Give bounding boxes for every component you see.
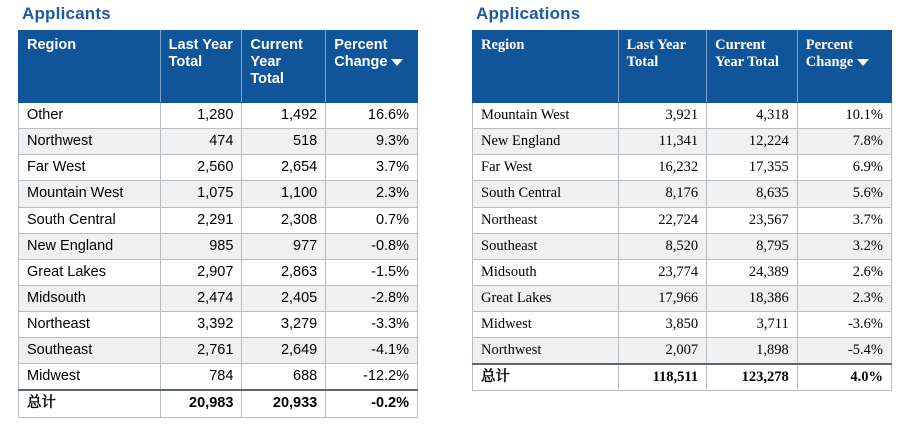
cell-last-year-total: 1,280 (160, 103, 242, 129)
cell-last-year-total: 2,560 (160, 155, 242, 181)
cell-last-year-total: 3,850 (618, 312, 706, 338)
cell-last-year-total: 8,520 (618, 233, 706, 259)
table-row (473, 312, 892, 338)
table-row (19, 233, 418, 259)
applications-table (472, 30, 892, 391)
cell-last-year-total: 8,176 (618, 181, 706, 207)
cell-percent-change: 2.3% (326, 181, 418, 207)
table-total-row (473, 364, 892, 391)
cell-current-year-total: 2,405 (242, 285, 326, 311)
cell-region: Far West (473, 155, 619, 181)
cell-percent-change: 9.3% (326, 129, 418, 155)
cell-total-current-year: 123,278 (707, 364, 798, 391)
cell-current-year-total: 18,386 (707, 285, 798, 311)
table-row (19, 285, 418, 311)
table-row (19, 312, 418, 338)
cell-current-year-total: 3,279 (242, 312, 326, 338)
header-row (19, 31, 418, 103)
column-header-last-year-total[interactable]: Last Year Total (618, 31, 706, 103)
cell-current-year-total: 977 (242, 233, 326, 259)
column-header-last-year-total[interactable]: Last Year Total (160, 31, 242, 103)
cell-percent-change: 0.7% (326, 207, 418, 233)
cell-current-year-total: 3,711 (707, 312, 798, 338)
cell-percent-change: 3.7% (797, 207, 891, 233)
cell-last-year-total: 2,291 (160, 207, 242, 233)
cell-region: Midwest (473, 312, 619, 338)
table-row (19, 129, 418, 155)
cell-percent-change: 3.2% (797, 233, 891, 259)
cell-percent-change: 5.6% (797, 181, 891, 207)
cell-total-last-year: 20,983 (160, 390, 242, 417)
column-header-current-year-total[interactable]: Current Year Total (242, 31, 326, 103)
applications-table-head (473, 31, 892, 103)
cell-current-year-total: 1,492 (242, 103, 326, 129)
cell-percent-change: -1.5% (326, 259, 418, 285)
cell-current-year-total: 2,863 (242, 259, 326, 285)
cell-region: New England (19, 233, 161, 259)
cell-region: Northwest (19, 129, 161, 155)
cell-last-year-total: 11,341 (618, 129, 706, 155)
cell-last-year-total: 784 (160, 364, 242, 391)
cell-last-year-total: 2,007 (618, 338, 706, 365)
cell-region: Mountain West (19, 181, 161, 207)
cell-region: Midwest (19, 364, 161, 391)
applicants-title: Applicants (22, 4, 111, 23)
cell-region: Northeast (19, 312, 161, 338)
cell-total-last-year: 118,511 (618, 364, 706, 391)
cell-last-year-total: 985 (160, 233, 242, 259)
cell-last-year-total: 474 (160, 129, 242, 155)
cell-region: Midsouth (473, 259, 619, 285)
applications-table-body (473, 103, 892, 391)
cell-percent-change: -3.3% (326, 312, 418, 338)
column-header-region[interactable]: Region (19, 31, 161, 103)
cell-percent-change: 2.6% (797, 259, 891, 285)
cell-region: Northeast (473, 207, 619, 233)
cell-percent-change: 2.3% (797, 285, 891, 311)
cell-region: Northwest (473, 338, 619, 365)
cell-current-year-total: 1,100 (242, 181, 326, 207)
cell-percent-change: 16.6% (326, 103, 418, 129)
table-row (473, 338, 892, 365)
cell-percent-change: 10.1% (797, 103, 891, 129)
cell-current-year-total: 2,654 (242, 155, 326, 181)
table-row (19, 364, 418, 391)
cell-region: South Central (473, 181, 619, 207)
table-row (473, 259, 892, 285)
cell-total-percent-change: -0.2% (326, 390, 418, 417)
cell-percent-change: -2.8% (326, 285, 418, 311)
cell-region: Midsouth (19, 285, 161, 311)
cell-current-year-total: 23,567 (707, 207, 798, 233)
cell-region: Far West (19, 155, 161, 181)
cell-total-current-year: 20,933 (242, 390, 326, 417)
cell-region: Great Lakes (19, 259, 161, 285)
column-header-current-year-total[interactable]: Current Year Total (707, 31, 798, 103)
cell-region: New England (473, 129, 619, 155)
cell-last-year-total: 2,474 (160, 285, 242, 311)
cell-current-year-total: 688 (242, 364, 326, 391)
cell-percent-change: -0.8% (326, 233, 418, 259)
applicants-table-head (19, 31, 418, 103)
cell-current-year-total: 12,224 (707, 129, 798, 155)
applicants-table (18, 30, 418, 418)
column-header-percent-change-label: Percent Change (334, 37, 388, 71)
cell-current-year-total: 17,355 (707, 155, 798, 181)
table-row (19, 103, 418, 129)
table-row (473, 233, 892, 259)
cell-last-year-total: 3,921 (618, 103, 706, 129)
cell-percent-change: -5.4% (797, 338, 891, 365)
sort-descending-icon (857, 59, 869, 66)
table-row (473, 181, 892, 207)
cell-percent-change: -4.1% (326, 338, 418, 364)
cell-last-year-total: 23,774 (618, 259, 706, 285)
cell-current-year-total: 8,635 (707, 181, 798, 207)
column-header-region[interactable]: Region (473, 31, 619, 103)
table-row (19, 181, 418, 207)
cell-last-year-total: 1,075 (160, 181, 242, 207)
cell-current-year-total: 2,308 (242, 207, 326, 233)
cell-last-year-total: 3,392 (160, 312, 242, 338)
applicants-panel (18, 0, 418, 418)
applications-title: Applications (476, 4, 581, 23)
cell-last-year-total: 2,907 (160, 259, 242, 285)
cell-total-label: 总计 (473, 364, 619, 391)
cell-percent-change: 3.7% (326, 155, 418, 181)
cell-last-year-total: 16,232 (618, 155, 706, 181)
cell-region: Mountain West (473, 103, 619, 129)
cell-current-year-total: 518 (242, 129, 326, 155)
cell-percent-change: 7.8% (797, 129, 891, 155)
cell-percent-change: -3.6% (797, 312, 891, 338)
cell-region: South Central (19, 207, 161, 233)
cell-last-year-total: 17,966 (618, 285, 706, 311)
applications-panel (472, 0, 892, 391)
cell-current-year-total: 1,898 (707, 338, 798, 365)
cell-last-year-total: 2,761 (160, 338, 242, 364)
cell-current-year-total: 2,649 (242, 338, 326, 364)
column-header-percent-change[interactable] (797, 31, 891, 103)
table-row (19, 259, 418, 285)
cell-region: Southeast (19, 338, 161, 364)
cell-percent-change: -12.2% (326, 364, 418, 391)
header-row (473, 31, 892, 103)
cell-region: Great Lakes (473, 285, 619, 311)
column-header-percent-change[interactable] (326, 31, 418, 103)
cell-total-label: 总计 (19, 390, 161, 417)
table-row (473, 103, 892, 129)
table-row (19, 155, 418, 181)
sort-descending-icon (391, 59, 403, 66)
table-row (473, 285, 892, 311)
table-row (473, 207, 892, 233)
column-header-percent-change-label: Percent Change (805, 37, 854, 71)
cell-region: Southeast (473, 233, 619, 259)
cell-last-year-total: 22,724 (618, 207, 706, 233)
table-row (473, 129, 892, 155)
cell-percent-change: 6.9% (797, 155, 891, 181)
cell-current-year-total: 8,795 (707, 233, 798, 259)
cell-region: Other (19, 103, 161, 129)
table-total-row (19, 390, 418, 417)
table-row (19, 338, 418, 364)
cell-total-percent-change: 4.0% (797, 364, 891, 391)
applicants-table-body (19, 103, 418, 418)
table-row (473, 155, 892, 181)
cell-current-year-total: 4,318 (707, 103, 798, 129)
cell-current-year-total: 24,389 (707, 259, 798, 285)
table-row (19, 207, 418, 233)
